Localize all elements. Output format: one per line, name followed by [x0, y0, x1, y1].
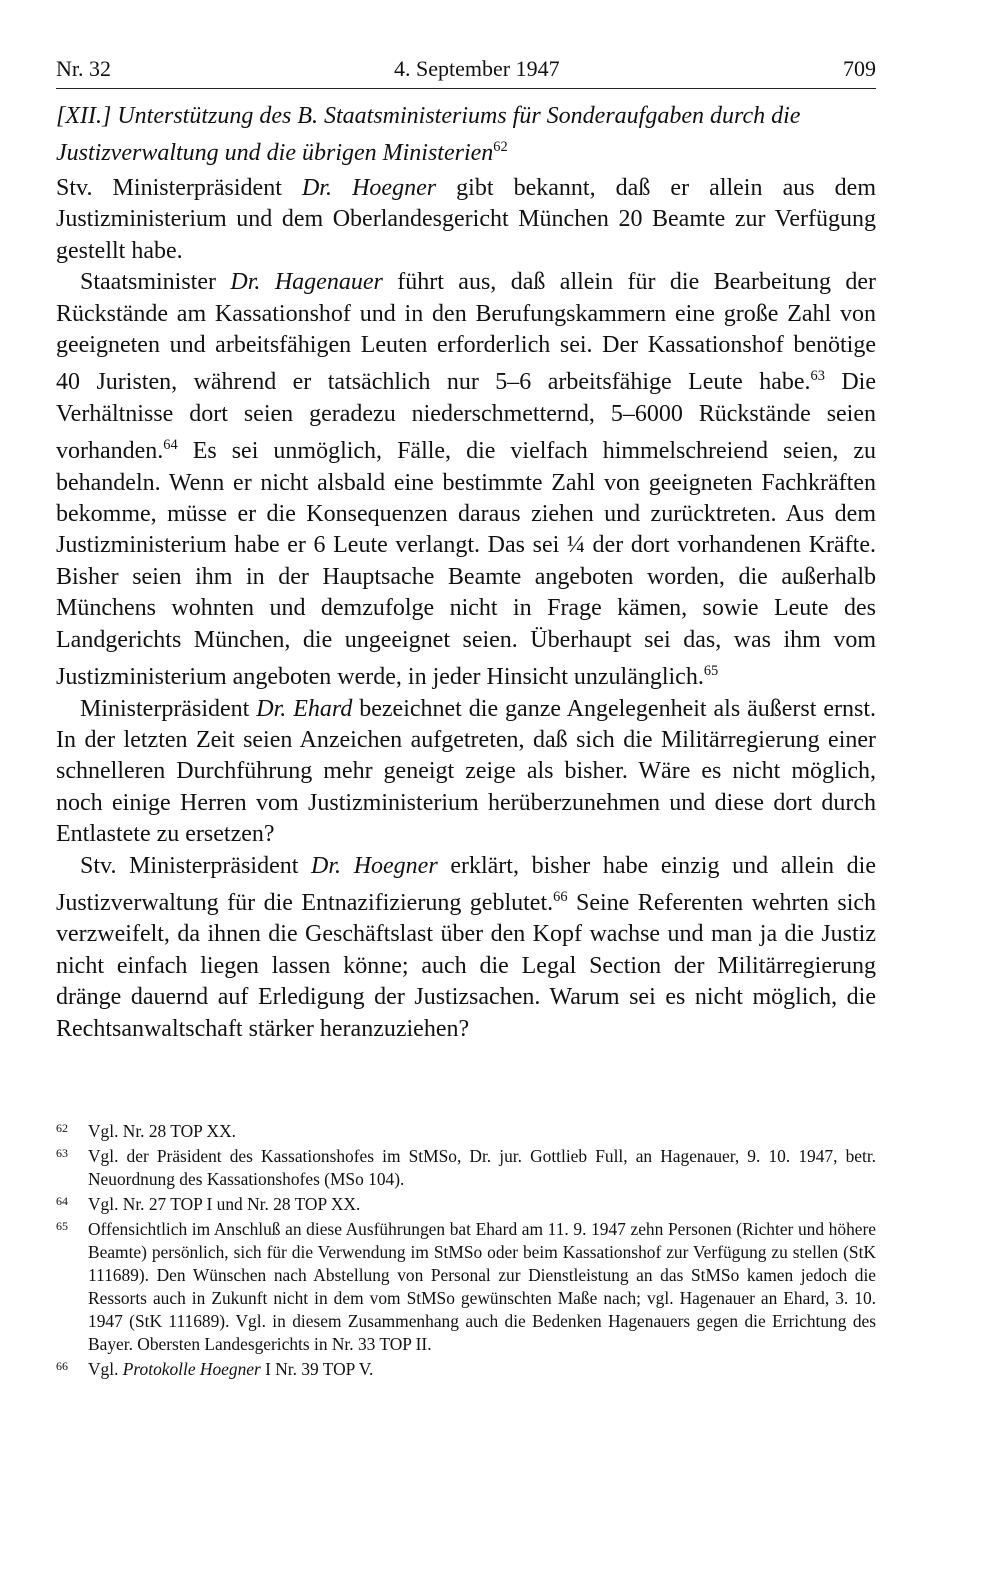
footnote-number: 65 [56, 1219, 68, 1233]
speaker-name: Ehard [286, 695, 353, 722]
footnote-ref: 62 [493, 139, 508, 155]
paragraph-text: Die Verhältnisse dort seien geradezu niederschmetternd, 5–6000 Rückstände seien vorhanden. [56, 369, 876, 465]
speaker-role: Stv. Ministerpräsident [80, 852, 312, 879]
footnote [56, 1120, 876, 1143]
paragraph-text: Seine Referenten wehrten sich verzweifelt, da ihnen die Geschäftslast über den Kopf wachse und man ja die Justiz nicht einfach liegen lassen könne; auch die Legal Section der Militärregierung dränge dauernd auf Erledigung der Justizsachen. Warum sei es nicht möglich, die Rechtsanwaltschaft stärker heranzuziehen? [56, 889, 877, 1042]
paragraph-text: erklärt, bisher habe einzig und allein die Justizverwaltung für die Entnazifizierung geblutet. [56, 852, 877, 916]
speaker-title: Dr. [311, 852, 342, 879]
speaker-title: Dr. [301, 175, 332, 201]
speaker-role: Ministerpräsident [80, 695, 257, 722]
page [56, 52, 876, 1045]
page-number: 709 [843, 56, 876, 81]
speaker-role: Stv. Ministerpräsident [56, 175, 302, 201]
paragraph [56, 173, 876, 267]
footnote [56, 1145, 876, 1191]
speaker-name: Hoegner [331, 175, 437, 201]
section-heading [56, 101, 876, 169]
footnote-text: Vgl. [88, 1359, 123, 1379]
footnote-source-title: Protokolle Hoegner [122, 1359, 261, 1379]
footnote-number: 64 [56, 1194, 68, 1208]
footnote-ref: 63 [810, 368, 825, 385]
paragraph [56, 694, 876, 851]
footnote [56, 1193, 876, 1216]
footnote [56, 1218, 876, 1356]
section-heading-text: [XII.] Unterstützung des B. Staatsministeriums für Sonderaufgaben durch die Justizverwaltung und die übrigen Ministerien [56, 103, 801, 166]
footnote-ref: 66 [553, 888, 568, 905]
speaker-name: Hoegner [341, 852, 438, 879]
paragraph [56, 267, 876, 693]
speaker-title: Dr. [256, 695, 287, 722]
footnote-number: 62 [56, 1121, 68, 1135]
paragraph-text: gibt bekannt, daß er allein aus dem Justizministerium und dem Oberlandesgericht München 20 Beamte zur Verfügung gestellt habe. [56, 175, 876, 264]
speaker-name: Hagenauer [260, 269, 383, 296]
footnote-text: Vgl. Nr. 28 TOP XX. [88, 1121, 236, 1141]
footnote-number: 66 [56, 1359, 68, 1373]
running-head [56, 52, 876, 89]
paragraph-text: Es sei unmöglich, Fälle, die vielfach himmelschreiend seien, zu behandeln. Wenn er nicht alsbald eine bestimmte Zahl von geeigneten Fachkräften bekomme, müsse er die Konsequenzen daraus ziehen und zurücktreten. Aus dem Justizministerium habe er 6 Leute verlangt. Das sei ¼ der dort vorhandenen Kräfte. Bisher seien ihm in der Hauptsache Beamte angeboten worden, die außerhalb Münchens wohnten und demzufolge nicht in Frage kämen, sowie Leute des Landgerichts München, die ungeeignet seien. Überhaupt sei das, was ihm vom Justizministerium angeboten werde, in jeder Hinsicht unzulänglich. [56, 438, 876, 691]
paragraph-text: führt aus, daß allein für die Bearbeitung der Rückstände am Kassationshof und in den Berufungskammern eine große Zahl von geeigneten und arbeitsfähigen Leuten erforderlich sei. Der Kassationshof benötige 40 Juristen, während er tatsächlich nur 5–6 arbeitsfähige Leute habe. [56, 269, 877, 396]
footnote-text: Offensichtlich im Anschluß an diese Ausführungen bat Ehard am 11. 9. 1947 zehn Personen (Richter und höhere Beamte) persönlich, sich für die Verwendung im StMSo oder beim Kassationshof zur Verfügung zu stellen (StK 111689). Den Wünschen nach Abstellung von Personal zur Dienstleistung an das StMSo kamen jedoch die Ressorts auch in Zukunft nicht in dem vom StMSo gewünschten Maße nach; vgl. Hagenauer an Ehard, 3. 10. 1947 (StK 111689). Vgl. in diesem Zusammenhang auch die Bedenken Hagenauers gegen die Errichtung des Bayer. Obersten Landesgerichts in Nr. 33 TOP II. [88, 1219, 876, 1354]
document-number: Nr. 32 [56, 56, 111, 81]
speaker-title: Dr. [230, 269, 261, 296]
footnote-text: I Nr. 39 TOP V. [260, 1359, 374, 1379]
footnote-ref: 64 [163, 437, 178, 454]
footnote-ref: 65 [703, 663, 719, 680]
footnotes [56, 1120, 876, 1383]
footnote [56, 1358, 876, 1381]
paragraph [56, 851, 876, 1045]
paragraph-text: bezeichnet die ganze Angelegenheit als äußerst ernst. In der letzten Zeit seien Anzeichen aufgetreten, daß sich die Militärregierung einer schnelleren Durchführung mehr geneigt zeige als bisher. Wäre es nicht möglich, noch einige Herren vom Justizministerium herüberzunehmen und diese dort durch Entlastete zu ersetzen? [56, 695, 876, 848]
speaker-role: Staatsminister [80, 269, 231, 296]
footnote-number: 63 [56, 1146, 68, 1160]
footnote-text: Vgl. Nr. 27 TOP I und Nr. 28 TOP XX. [88, 1194, 361, 1214]
footnote-text: Vgl. der Präsident des Kassationshofes im StMSo, Dr. jur. Gottlieb Full, an Hagenauer, 9. 10. 1947, betr. Neuordnung des Kassationshofes (MSo 104). [88, 1146, 876, 1189]
session-date: 4. September 1947 [394, 56, 560, 81]
